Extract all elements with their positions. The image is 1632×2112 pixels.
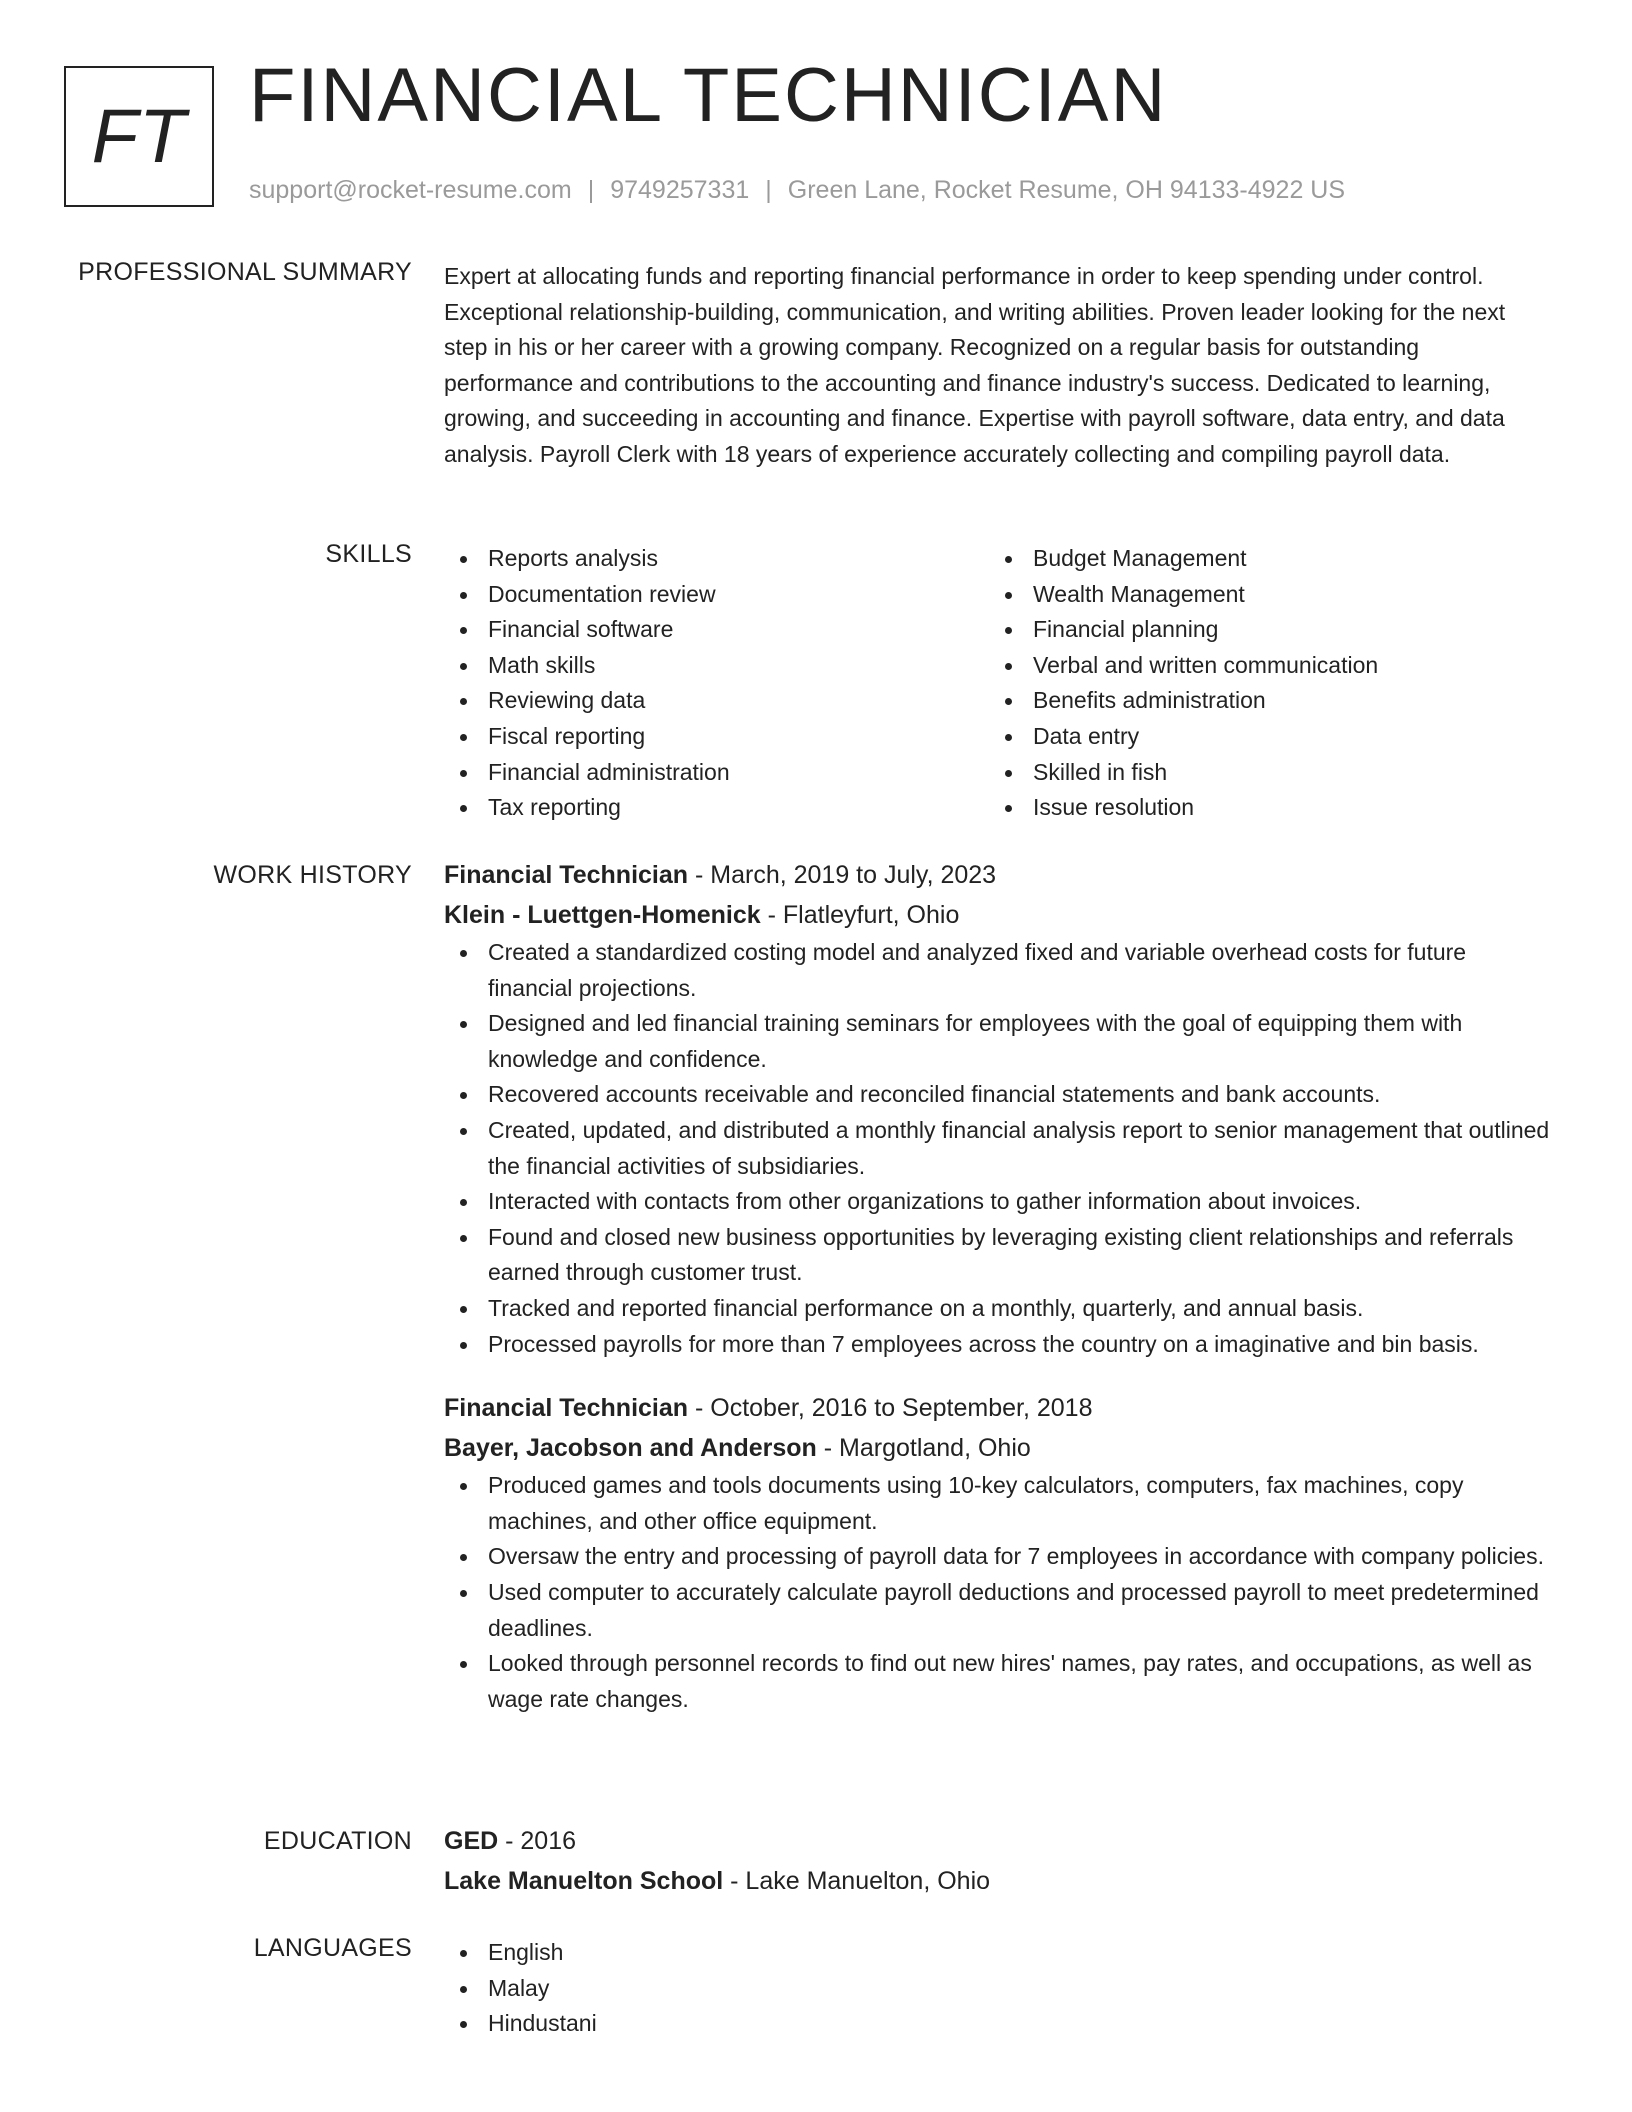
skills-heading: SKILLS (325, 540, 412, 568)
job-company-line (444, 895, 1554, 935)
job-bullet: Designed and led financial training seminars for employees with the goal of equipping them with knowledge and confidence. (444, 1006, 1554, 1077)
contact-separator: | (765, 176, 772, 204)
skill-item: Wealth Management (989, 577, 1534, 613)
summary-text: Expert at allocating funds and reporting financial performance in order to keep spending under control. Exceptional relationship-building, communication, and writing abilities. Proven leader looking for the next step in his or her career with a growing company. Recognized on a regular basis for outstanding performance and contributions to the accounting and finance industry's success. Dedicated to learning, growing, and succeeding in accounting and finance. Expertise with payroll software, data entry, and data analysis. Payroll Clerk with 18 years of experience accurately collecting and compiling payroll data. (444, 263, 1506, 467)
skills-body (444, 541, 1554, 826)
job-bullet: Used computer to accurately calculate payroll deductions and processed payroll to meet predetermined deadlines. (444, 1575, 1554, 1646)
job-bullet: Tracked and reported financial performance on a monthly, quarterly, and annual basis. (444, 1291, 1554, 1327)
contact-email[interactable]: support@rocket-resume.com (249, 176, 572, 204)
job-title-line (444, 855, 1554, 895)
job-bullet: Created, updated, and distributed a monthly financial analysis report to senior management that outlined the financial activities of subsidiaries. (444, 1113, 1554, 1184)
skill-item: Reviewing data (444, 683, 989, 719)
education-year: - 2016 (498, 1827, 577, 1855)
contact-separator: | (587, 176, 595, 204)
job-location: - Flatleyfurt, Ohio (760, 901, 960, 929)
language-item: Malay (444, 1971, 1554, 2007)
job-bullet: Recovered accounts receivable and reconciled financial statements and bank accounts. (444, 1077, 1554, 1113)
job-bullet: Found and closed new business opportunities by leveraging existing client relationships and referrals earned through customer trust. (444, 1220, 1554, 1291)
skills-list-right (989, 541, 1534, 826)
job-bullets (444, 935, 1554, 1362)
languages-heading: LANGUAGES (253, 1934, 412, 1962)
job-title: Financial Technician (444, 861, 689, 889)
job-location: - Margotland, Ohio (816, 1434, 1031, 1463)
summary-body (444, 259, 1554, 473)
education-degree-line (444, 1821, 1554, 1861)
contact-line (249, 176, 1345, 205)
education-degree: GED (444, 1827, 499, 1855)
job-dates: - October, 2016 to September, 2018 (688, 1394, 1093, 1423)
education-location: - Lake Manuelton, Ohio (723, 1867, 991, 1895)
job-bullet: Created a standardized costing model and analyzed fixed and variable overhead costs for future financial projections. (444, 935, 1554, 1006)
skill-item: Data entry (989, 719, 1534, 755)
education-school-line (444, 1861, 1554, 1901)
skill-item: Math skills (444, 648, 989, 684)
skill-item: Benefits administration (989, 683, 1534, 719)
job-bullets (444, 1468, 1554, 1717)
skill-item: Financial administration (444, 755, 989, 791)
job-bullet: Looked through personnel records to find out new hires' names, pay rates, and occupations, as well as wage rate changes. (444, 1646, 1554, 1717)
skill-item: Financial planning (989, 612, 1534, 648)
summary-heading: PROFESSIONAL SUMMARY (78, 258, 412, 286)
job-company-line (444, 1428, 1554, 1468)
job-company: Bayer, Jacobson and Anderson (444, 1434, 817, 1463)
job-bullet: Oversaw the entry and processing of payroll data for 7 employees in accordance with company policies. (444, 1539, 1554, 1575)
languages-body (444, 1935, 1554, 2042)
contact-address: Green Lane, Rocket Resume, OH 94133-4922 US (787, 176, 1346, 204)
language-item: English (444, 1935, 1554, 1971)
skill-item: Skilled in fish (989, 755, 1534, 791)
work-history-heading: WORK HISTORY (213, 861, 412, 889)
job-title: Financial Technician (444, 1394, 689, 1423)
skill-item: Reports analysis (444, 541, 989, 577)
languages-list (444, 1935, 1554, 2042)
resume-title: FINANCIAL TECHNICIAN (249, 53, 1168, 138)
job-bullet: Interacted with contacts from other organizations to gather information about invoices. (444, 1184, 1554, 1220)
skills-list-left (444, 541, 989, 826)
contact-phone[interactable]: 9749257331 (610, 176, 750, 204)
language-item: Hindustani (444, 2006, 1554, 2042)
skill-item: Budget Management (989, 541, 1534, 577)
skill-item: Fiscal reporting (444, 719, 989, 755)
skill-item: Documentation review (444, 577, 989, 613)
job-entry (444, 855, 1554, 1362)
education-heading: EDUCATION (263, 1827, 412, 1855)
education-body (444, 1821, 1554, 1901)
education-school: Lake Manuelton School (444, 1867, 724, 1895)
skill-item: Verbal and written communication (989, 648, 1534, 684)
skill-item: Financial software (444, 612, 989, 648)
job-entry (444, 1388, 1554, 1717)
job-title-line (444, 1388, 1554, 1428)
job-company: Klein - Luettgen-Homenick (444, 901, 761, 929)
work-history-body (444, 855, 1554, 1717)
job-dates: - March, 2019 to July, 2023 (688, 861, 997, 889)
job-bullet: Processed payrolls for more than 7 employees across the country on a imaginative and bin basis. (444, 1327, 1554, 1363)
skill-item: Issue resolution (989, 790, 1534, 826)
job-bullet: Produced games and tools documents using 10-key calculators, computers, fax machines, copy machines, and other office equipment. (444, 1468, 1554, 1539)
skill-item: Tax reporting (444, 790, 989, 826)
monogram-logo: FT (64, 66, 214, 207)
